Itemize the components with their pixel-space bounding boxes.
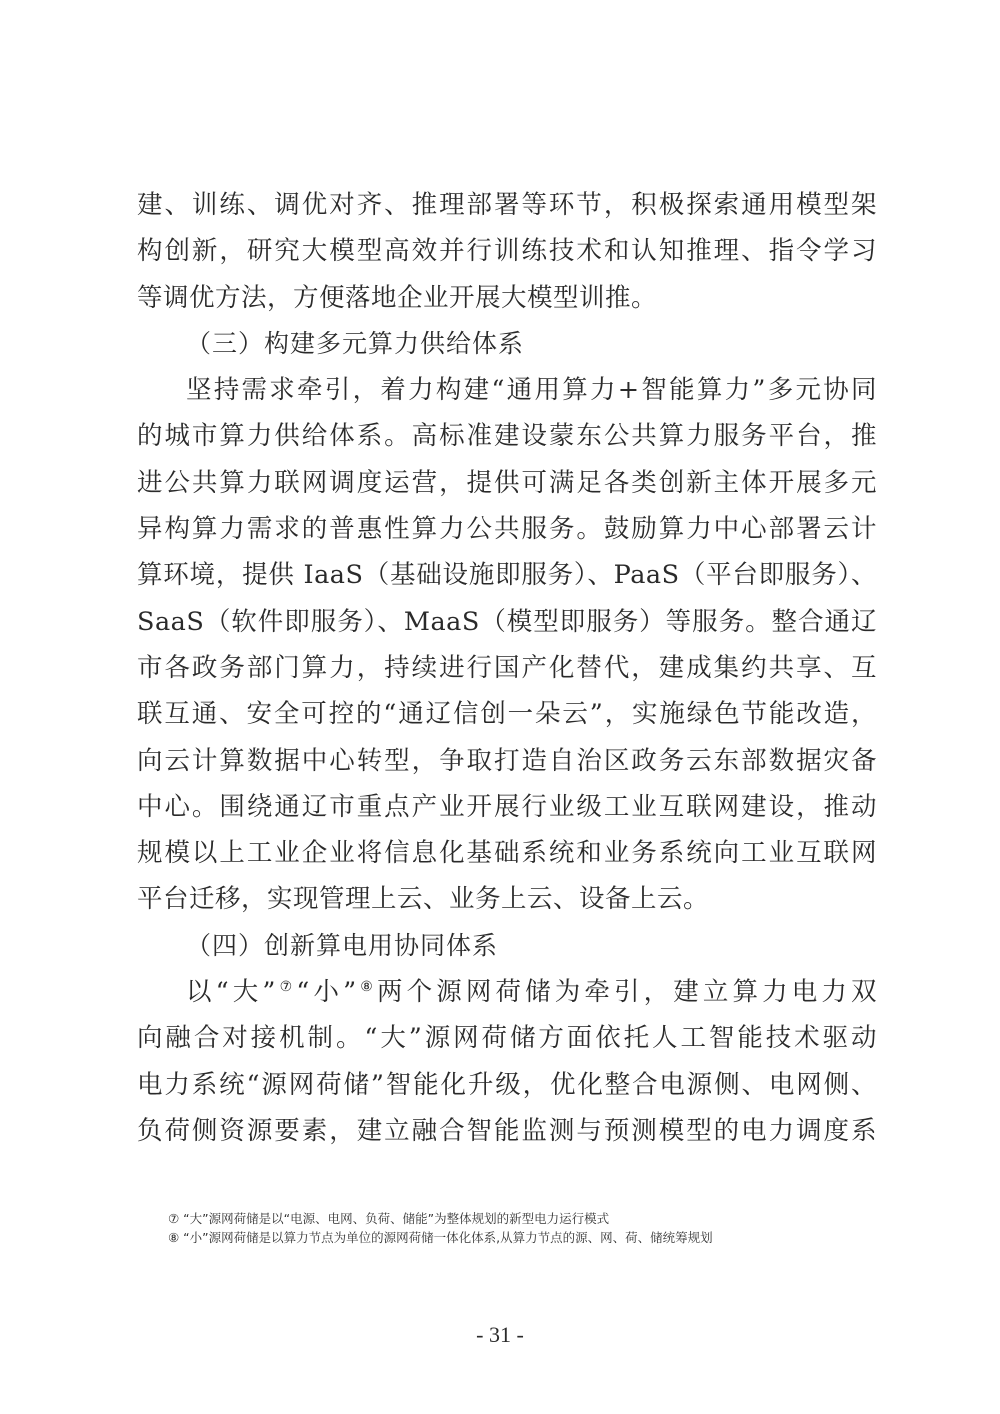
text-line: 负荷侧资源要素，建立融合智能监测与预测模型的电力调度系 <box>137 1115 877 1146</box>
text-line: 市各政务部门算力，持续进行国产化替代，建成集约共享、互 <box>137 652 877 683</box>
text-line: 等调优方法，方便落地企业开展大模型训推。 <box>137 282 658 313</box>
footnote-8: ⑧ “小”源网荷储是以算力节点为单位的源网荷储一体化体系,从算力节点的源、网、荷、储统筹规划 <box>168 1230 713 1245</box>
text-line: 平台迁移，实现管理上云、业务上云、设备上云。 <box>137 884 710 915</box>
page-number: - 31 - <box>476 1322 524 1347</box>
text-line: 中心。围绕通辽市重点产业开展行业级工业互联网建设，推动 <box>137 791 877 822</box>
text-line: 异构算力需求的普惠性算力公共服务。鼓励算力中心部署云计 <box>137 514 877 545</box>
text-line: 算环境，提供 IaaS（基础设施即服务）、PaaS（平台即服务）、 <box>137 560 877 591</box>
text-run: “小” <box>296 977 357 1008</box>
text-line: 向云计算数据中心转型，争取打造自治区政务云东部数据灾备 <box>137 745 877 776</box>
footnote-ref-7[interactable]: ⑦ <box>275 979 297 996</box>
text-line: 规模以上工业企业将信息化基础系统和业务系统向工业互联网 <box>137 838 877 869</box>
text-line: 构创新，研究大模型高效并行训练技术和认知推理、指令学习 <box>137 236 877 267</box>
text-line: 坚持需求牵引，着力构建“通用算力+智能算力”多元协同 <box>186 375 877 406</box>
section-heading-3: （三）构建多元算力供给体系 <box>186 328 525 358</box>
footnote-ref-8[interactable]: ⑧ <box>356 979 377 996</box>
text-line: 的城市算力供给体系。高标准建设蒙东公共算力服务平台，推 <box>137 421 877 452</box>
text-line: 电力系统“源网荷储”智能化升级，优化整合电源侧、电网侧、 <box>137 1069 877 1100</box>
text-line: SaaS（软件即服务）、MaaS（模型即服务）等服务。整合通辽 <box>137 606 877 637</box>
text-line: 进公共算力联网调度运营，提供可满足各类创新主体开展多元 <box>137 467 877 498</box>
footnote-7: ⑦ “大”源网荷储是以“电源、电网、负荷、储能”为整体规划的新型电力运行模式 <box>168 1211 610 1226</box>
text-line: 联互通、安全可控的“通辽信创一朵云”，实施绿色节能改造， <box>137 699 877 730</box>
text-line: 向融合对接机制。“大”源网荷储方面依托人工智能技术驱动 <box>137 1023 877 1054</box>
text-line-with-footnote-refs <box>137 969 877 1015</box>
footnotes <box>168 1209 888 1247</box>
section-heading-4: （四）创新算电用协同体系 <box>186 930 499 960</box>
text-run: 以“大” <box>186 977 276 1008</box>
text-run: 两个源网荷储为牵引，建立算力电力双 <box>376 977 877 1008</box>
text-line: 建、训练、调优对齐、推理部署等环节，积极探索通用模型架 <box>137 190 877 220</box>
body-text <box>137 182 877 1154</box>
